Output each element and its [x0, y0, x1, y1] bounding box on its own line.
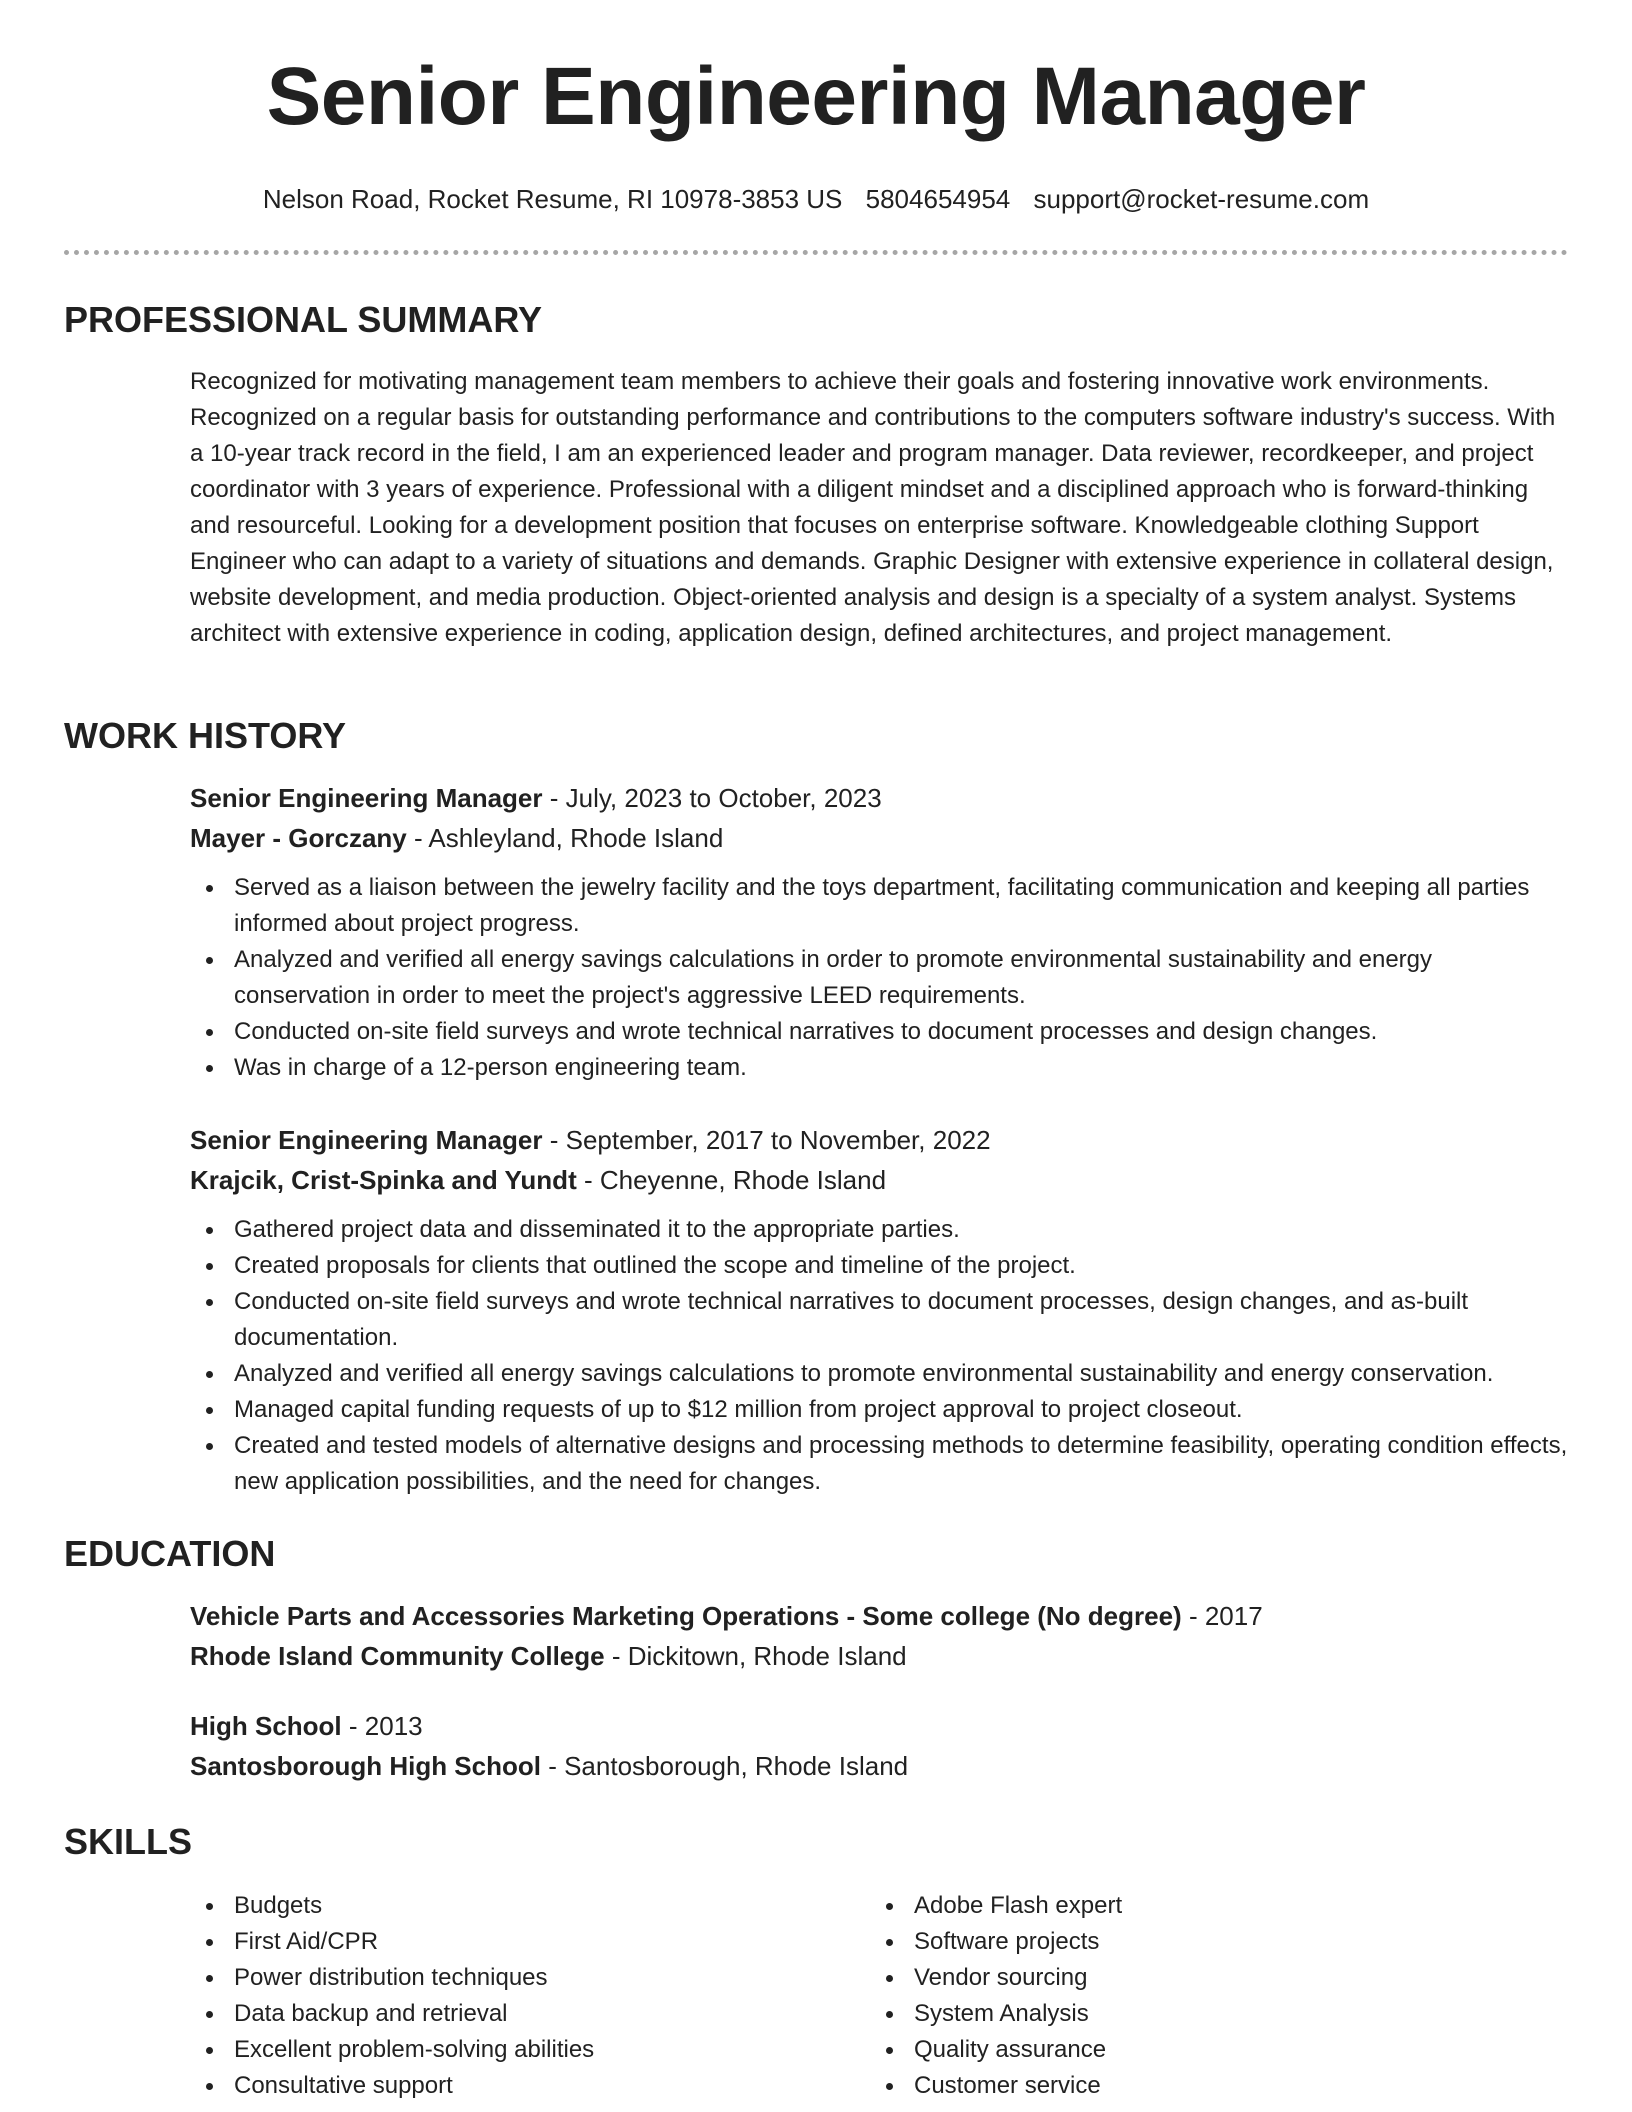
- skill-item: Excellent problem-solving abilities: [190, 2032, 830, 2068]
- education-school-line: [190, 1636, 1570, 1676]
- header-divider: [64, 250, 1568, 255]
- job-duty: Created and tested models of alternative designs and processing methods to determine feasibility, operating condition effects, new application possibilities, and the need for changes.: [190, 1428, 1570, 1500]
- education-program-line: [190, 1596, 1570, 1636]
- skill-item: Consultative support: [190, 2068, 830, 2104]
- education-location: - Santosborough, Rhode Island: [540, 1751, 909, 1781]
- skill-item: Vendor sourcing: [870, 1960, 1510, 1996]
- education-program-line: [190, 1706, 1570, 1746]
- job-duty: Was in charge of a 12-person engineering team.: [190, 1050, 1570, 1086]
- job-company: Krajcik, Crist-Spinka and Yundt: [190, 1165, 577, 1195]
- job-duty: Gathered project data and disseminated it to the appropriate parties.: [190, 1212, 1570, 1248]
- contact-address: Nelson Road, Rocket Resume, RI 10978-3853 US: [262, 184, 843, 214]
- job-location: - Ashleyland, Rhode Island: [406, 823, 724, 853]
- education-entry: [190, 1596, 1570, 1676]
- contact-phone: 5804654954: [865, 184, 1011, 214]
- job-title: Senior Engineering Manager: [190, 783, 543, 813]
- education-school: Rhode Island Community College: [190, 1641, 605, 1671]
- job-title-line: [190, 778, 1570, 818]
- contact-line: [0, 180, 1632, 218]
- job-duties-list: [190, 1212, 1570, 1500]
- skill-item: First Aid/CPR: [190, 1924, 830, 1960]
- education-year: - 2017: [1181, 1601, 1263, 1631]
- skill-item: Budgets: [190, 1888, 830, 1924]
- job-company-line: [190, 1160, 1570, 1200]
- job-duty: Conducted on-site field surveys and wrote technical narratives to document processes, design changes, and as-built documentation.: [190, 1284, 1570, 1356]
- resume-title: Senior Engineering Manager: [266, 51, 1366, 142]
- job-title-line: [190, 1120, 1570, 1160]
- education-school-line: [190, 1746, 1570, 1786]
- education-program: High School: [190, 1711, 342, 1741]
- section-heading-summary: PROFESSIONAL SUMMARY: [64, 299, 543, 340]
- section-heading-education: EDUCATION: [64, 1533, 276, 1574]
- education-program: Vehicle Parts and Accessories Marketing Operations - Some college (No degree): [190, 1601, 1182, 1631]
- skill-item: Power distribution techniques: [190, 1960, 830, 1996]
- job-dates: - July, 2023 to October, 2023: [542, 783, 882, 813]
- job-duty: Analyzed and verified all energy savings calculations to promote environmental sustainability and energy conservation.: [190, 1356, 1570, 1392]
- skills-list-left: [190, 1888, 830, 2104]
- job-company: Mayer - Gorczany: [190, 823, 407, 853]
- job-duty: Served as a liaison between the jewelry facility and the toys department, facilitating communication and keeping all parties informed about project progress.: [190, 870, 1570, 942]
- job-title: Senior Engineering Manager: [190, 1125, 543, 1155]
- job-duty: Created proposals for clients that outlined the scope and timeline of the project.: [190, 1248, 1570, 1284]
- contact-email: support@rocket-resume.com: [1033, 184, 1370, 214]
- job-duty: Managed capital funding requests of up to $12 million from project approval to project closeout.: [190, 1392, 1570, 1428]
- skill-item: Customer service: [870, 2068, 1510, 2104]
- job-duty: Conducted on-site field surveys and wrote technical narratives to document processes and design changes.: [190, 1014, 1570, 1050]
- work-entry: [190, 1120, 1570, 1500]
- education-year: - 2013: [341, 1711, 423, 1741]
- section-heading-work: WORK HISTORY: [64, 715, 347, 756]
- job-dates: - September, 2017 to November, 2022: [542, 1125, 991, 1155]
- skill-item: Quality assurance: [870, 2032, 1510, 2068]
- work-entry: [190, 778, 1570, 1086]
- skills-list-right: [870, 1888, 1510, 2104]
- education-school: Santosborough High School: [190, 1751, 541, 1781]
- section-heading-skills: SKILLS: [64, 1821, 193, 1862]
- skill-item: System Analysis: [870, 1996, 1510, 2032]
- job-location: - Cheyenne, Rhode Island: [576, 1165, 887, 1195]
- summary-paragraph: Recognized for motivating management team members to achieve their goals and fostering innovative work environments. Recognized on a regular basis for outstanding performance and contributions to the computers software industry's success. With a 10-year track record in the field, I am an experienced leader and program manager. Data reviewer, recordkeeper, and project coordinator with 3 years of experience. Professional with a diligent mindset and a disciplined approach who is forward-thinking and resourceful. Looking for a development position that focuses on enterprise software. Knowledgeable clothing Support Engineer who can adapt to a variety of situations and demands. Graphic Designer with extensive experience in collateral design, website development, and media production. Object-oriented analysis and design is a specialty of a system analyst. Systems architect with extensive experience in coding, application design, defined architectures, and project management.: [190, 368, 1556, 647]
- skill-item: Software projects: [870, 1924, 1510, 1960]
- education-location: - Dickitown, Rhode Island: [604, 1641, 907, 1671]
- skill-item: Adobe Flash expert: [870, 1888, 1510, 1924]
- education-entry: [190, 1706, 1570, 1786]
- job-duty: Analyzed and verified all energy savings calculations in order to promote environmental sustainability and energy conservation in order to meet the project's aggressive LEED requirements.: [190, 942, 1570, 1014]
- job-company-line: [190, 818, 1570, 858]
- job-duties-list: [190, 870, 1570, 1086]
- skill-item: Data backup and retrieval: [190, 1996, 830, 2032]
